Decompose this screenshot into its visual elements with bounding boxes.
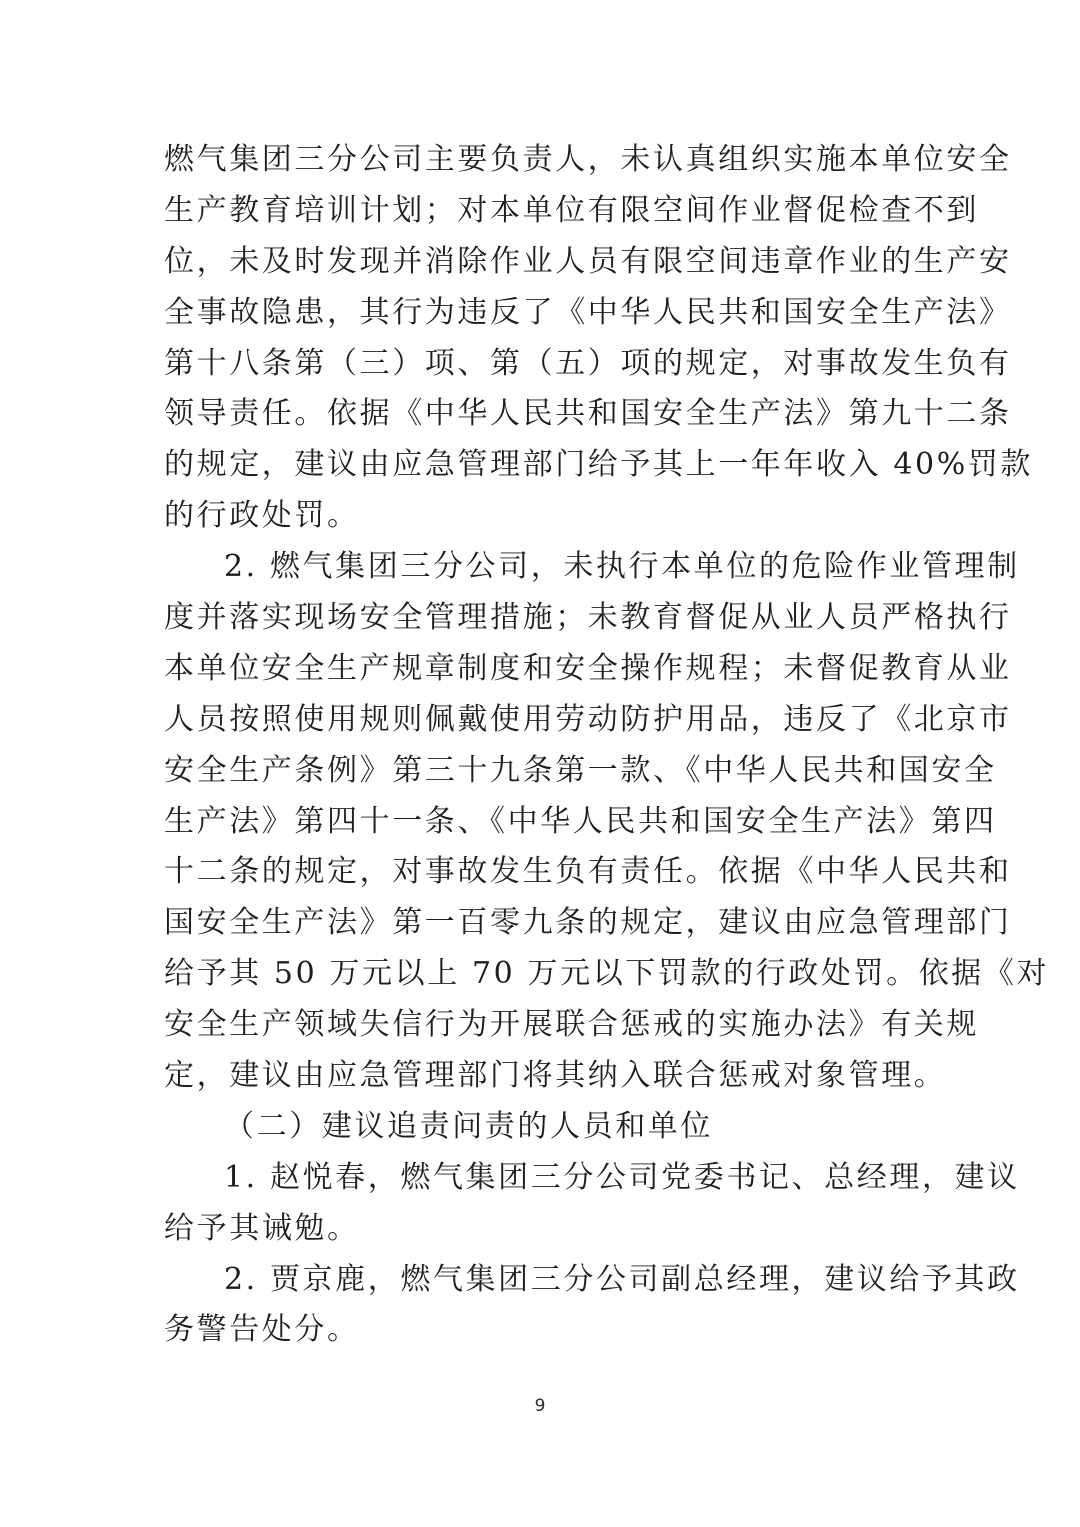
text-line: 领导责任。依据《中华人民共和国安全生产法》第九十二条 bbox=[164, 396, 1012, 432]
text-line: 全事故隐患，其行为违反了《中华人民共和国安全生产法》 bbox=[164, 294, 1012, 330]
text-line: 务警告处分。 bbox=[164, 1312, 360, 1348]
text-line: 定，建议由应急管理部门将其纳入联合惩戒对象管理。 bbox=[164, 1058, 947, 1094]
text-line: 本单位安全生产规章制度和安全操作规程；未督促教育从业 bbox=[164, 650, 1012, 686]
text-line: 度并落实现场安全管理措施；未教育督促从业人员严格执行 bbox=[164, 600, 1012, 636]
text-line: 十二条的规定，对事故发生负有责任。依据《中华人民共和 bbox=[164, 854, 1012, 890]
paragraph-accountability-zhao bbox=[164, 1153, 1020, 1255]
section-heading bbox=[164, 1102, 916, 1153]
text-line: 1. 赵悦春，燃气集团三分公司党委书记、总经理，建议 bbox=[224, 1159, 1020, 1195]
text-line: 给予其 50 万元以上 70 万元以下罚款的行政处罚。依据《对 bbox=[164, 956, 1050, 992]
text-line: 2. 贾京鹿，燃气集团三分公司副总经理，建议给予其政 bbox=[224, 1261, 1020, 1297]
text-line: 2. 燃气集团三分公司，未执行本单位的危险作业管理制 bbox=[224, 549, 1020, 585]
text-line: 安全生产条例》第三十九条第一款、《中华人民共和国安全 bbox=[164, 752, 997, 788]
text-line: 燃气集团三分公司主要负责人，未认真组织实施本单位安全 bbox=[164, 142, 1012, 177]
text-line: 位，未及时发现并消除作业人员有限空间违章作业的生产安 bbox=[164, 243, 1012, 279]
text-line: 生产教育培训计划；对本单位有限空间作业督促检查不到 bbox=[164, 192, 979, 228]
document-body bbox=[164, 135, 1050, 1356]
text-line: 的规定，建议由应急管理部门给予其上一年年收入 40%罚款 bbox=[164, 447, 1034, 483]
text-line: 给予其诫勉。 bbox=[164, 1210, 360, 1246]
text-line: 安全生产领域失信行为开展联合惩戒的实施办法》有关规 bbox=[164, 1007, 979, 1043]
text-line: 人员按照使用规则佩戴使用劳动防护用品，违反了《北京市 bbox=[164, 701, 1012, 737]
heading-text: （二）建议追责问责的人员和单位 bbox=[224, 1108, 713, 1144]
paragraph-accountability-jia bbox=[164, 1255, 1020, 1357]
text-line: 生产法》第四十一条、《中华人民共和国安全生产法》第四 bbox=[164, 803, 997, 839]
text-line: 国安全生产法》第一百零九条的规定，建议由应急管理部门 bbox=[164, 905, 1012, 941]
paragraph-responsible-person bbox=[164, 135, 1034, 542]
page-number: 9 bbox=[534, 1396, 546, 1416]
paragraph-company-liability bbox=[164, 542, 1050, 1102]
text-line: 的行政处罚。 bbox=[164, 498, 360, 534]
text-line: 第十八条第（三）项、第（五）项的规定，对事故发生负有 bbox=[164, 345, 1012, 381]
